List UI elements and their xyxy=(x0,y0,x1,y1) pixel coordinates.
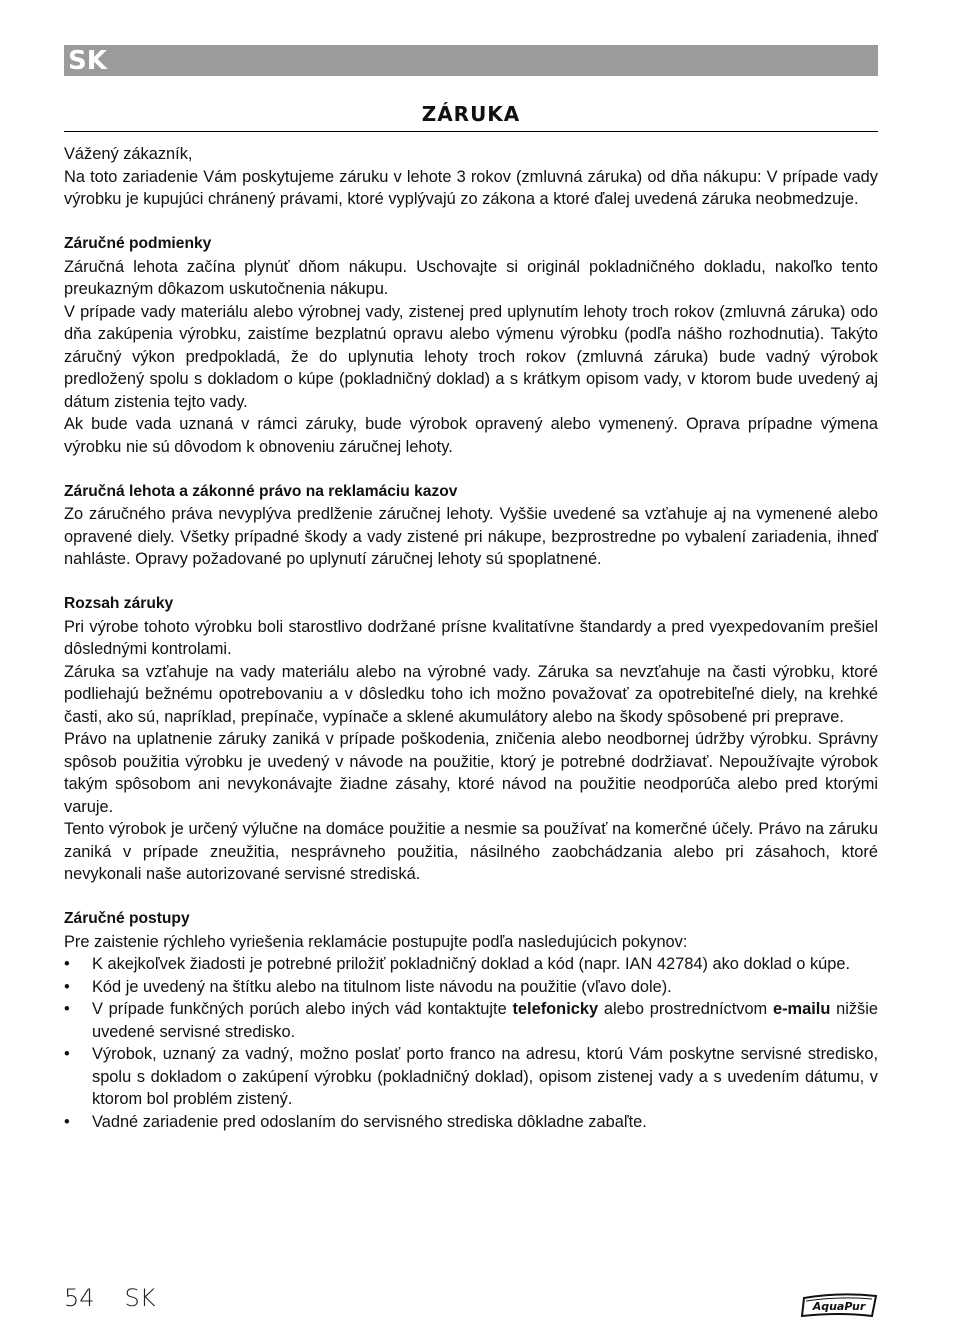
document-body xyxy=(64,143,878,1133)
list-item-bold-phone: telefonicky xyxy=(512,1000,599,1018)
paragraph: Záručná lehota začína plynúť dňom nákupu. Uschovajte si originál pokladničného dokladu, nakoľko tento preukazným dôkazom uskutočnenia nákupu. xyxy=(64,257,878,298)
list-item-text: V prípade funkčných porúch alebo iných vád kontaktujte xyxy=(92,1000,513,1018)
list-item-text: nižšie uvedené servisné stredisko. xyxy=(92,1000,879,1041)
paragraph: Ak bude vada uznaná v rámci záruky, bude výrobok opravený alebo vymenený. Oprava prípadne výmena výrobku nie sú dôvodom k obnoveniu záručnej lehoty. xyxy=(64,415,878,456)
paragraph: Právo na uplatnenie záruky zaniká v prípade poškodenia, zničenia alebo neodbornej údržby výrobku. Správny spôsob použitia výrobku je uvedený v návode na použitie, ktorý je potrebné dodržiavať. Nepoužívajte výrobok takým spôsobom ani nevykonávajte žiadne zásahy, ktoré návod na použitie neodporúča alebo pred ktorými varuje. xyxy=(64,730,878,816)
paragraph: Zo záručného práva nevyplýva predlženie záručnej lehoty. Vyššie uvedené sa vzťahuje aj na vymenené alebo opravené diely. Všetky prípadné škody a vady zistené pri nákupe, bezprostredne po vybalení zariadenia, ihneď nahláste. Opravy požadované po uplynutí záručnej lehoty sú spoplatnené. xyxy=(64,505,878,568)
logo-text: AquaPur xyxy=(812,1300,866,1313)
section-heading-scope: Rozsah záruky xyxy=(64,595,174,612)
page-number: 54 xyxy=(64,1284,95,1312)
section-heading-procedure: Záručné postupy xyxy=(64,910,190,927)
intro-paragraph: Na toto zariadenie Vám poskytujeme záruku v lehote 3 rokov (zmluvná záruka) od dňa nákupu: V prípade vady výrobku je kupujúci chránený právami, ktoré vyplývajú zo zákona a ktoré ďalej uvedená záruka neobmedzuje. xyxy=(64,167,878,208)
language-code: SK xyxy=(68,46,107,76)
list-item: • Vadné zariadenie pred odoslaním do servisného strediska dôkladne zabaľte. xyxy=(64,1111,878,1134)
list-item-text: alebo prostredníctvom xyxy=(598,1000,773,1018)
list-item xyxy=(64,998,878,1043)
paragraph: V prípade vady materiálu alebo výrobnej vady, zistenej pred uplynutím lehoty troch rokov (zmluvná záruka) odo dňa zakúpenia výrobku, zaistíme bezplatnú opravu alebo výmenu výrobku (podľa nášho rozhodnutia). Takýto záručný výkon predpokladá, že do uplynutia lehoty troch rokov (zmluvná záruka) bude vadný výrobok predložený spolu s dokladom o kúpe (pokladničný doklad) a s krátkym opisom vady, v ktorom bude uvedený aj dátum zistenia tejto vady. xyxy=(64,302,878,411)
language-bar xyxy=(64,45,878,76)
greeting: Vážený zákazník, xyxy=(64,145,193,163)
page-title: ZÁRUKA xyxy=(421,102,521,126)
list-item: • K akejkoľvek žiadosti je potrebné priložiť pokladničný doklad a kód (napr. IAN 42784) ako doklad o kúpe. xyxy=(64,953,878,976)
title-divider xyxy=(64,131,878,132)
footer-language-code: SK xyxy=(124,1284,156,1312)
paragraph: Pri výrobe tohoto výrobku boli starostlivo dodržané prísne kvalitatívne štandardy a pred vyexpedovaním prešiel dôslednými kontrolami. xyxy=(64,617,878,658)
procedure-list xyxy=(64,953,878,1133)
procedure-intro: Pre zaistenie rýchleho vyriešenia reklamácie postupujte podľa nasledujúcich pokynov: xyxy=(64,932,688,951)
section-heading-legal: Záručná lehota a zákonné právo na reklamáciu kazov xyxy=(64,482,458,500)
page-footer xyxy=(64,1284,156,1312)
section-heading-conditions: Záručné podmienky xyxy=(64,235,212,252)
paragraph: Tento výrobok je určený výlučne na domáce použitie a nesmie sa používať na komerčné účely. Právo na záruku zaniká v prípade zneužitia, nesprávneho použitia, násilného zaobchádzania alebo pri zásahoch, ktoré nevykonali naše autorizované servisné strediská. xyxy=(64,820,878,883)
paragraph: Záruka sa vzťahuje na vady materiálu alebo na výrobné vady. Záruka sa nevzťahuje na časti výrobku, ktoré podliehajú bežnému opotrebovaniu a v dôsledku toho ich možno považovať za opotrebiteľné diely, na krehké časti, ako sú, napríklad, prepínače, vypínače a sklené akumulátory alebo na škody spôsobené pri preprave. xyxy=(64,662,878,726)
list-item: • Kód je uvedený na štítku alebo na titulnom liste návodu na použitie (vľavo dole). xyxy=(64,976,878,999)
list-item-bold-email: e-mailu xyxy=(772,1000,831,1018)
list-item: • Výrobok, uznaný za vadný, možno poslať porto franco na adresu, ktorú Vám poskytne servisné stredisko, spolu s dokladom o zakúpení výrobku (pokladničný doklad), opisom zistenej vady a s uvedením dátumu, v ktorom bol problém zistený. xyxy=(64,1043,878,1111)
aquapur-logo xyxy=(800,1290,880,1320)
